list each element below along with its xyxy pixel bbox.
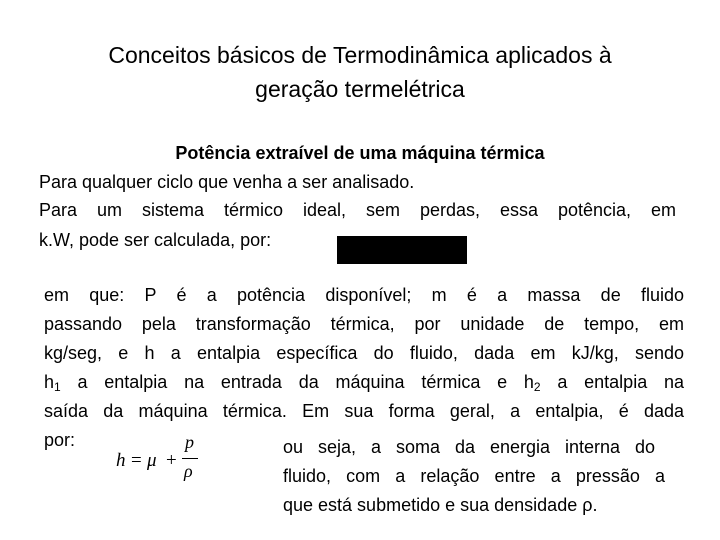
formula-h: h: [116, 450, 126, 471]
slide-title-line-2: geração termelétrica: [255, 76, 465, 102]
slide-title-line-1: Conceitos básicos de Termodinâmica aplicados à: [108, 42, 612, 68]
enthalpy-formula: [112, 434, 212, 494]
description-line-2: passando pela transformação térmica, por unidade de tempo, em: [44, 314, 684, 334]
explanation-line-2: fluido, com a relação entre a pressão a: [283, 466, 665, 486]
formula-fraction-bar: [182, 458, 198, 459]
formula-mu: μ: [147, 450, 157, 471]
explanation-line-1: ou seja, a soma da energia interna do: [283, 437, 655, 457]
intro-line-1: Para qualquer ciclo que venha a ser analisado.: [39, 172, 415, 192]
description-line-4: [44, 370, 684, 394]
section-heading: Potência extraível de uma máquina térmica: [175, 143, 545, 163]
description-line-3: kg/seg, e h a entalpia específica do fluido, dada em kJ/kg, sendo: [44, 343, 684, 363]
redacted-power-formula: [337, 236, 467, 264]
enthalpy-h2-subscript: 2: [533, 380, 541, 394]
intro-line-2: Para um sistema térmico ideal, sem perdas, essa potência, em: [39, 200, 676, 220]
formula-equals: =: [131, 450, 142, 471]
description-line-4-middle: a entalpia na entrada da máquina térmica e h: [60, 372, 534, 392]
formula-denominator-rho: ρ: [184, 461, 193, 481]
explanation-line-3: que está submetido e sua densidade ρ.: [283, 495, 598, 515]
slide-title: [40, 38, 680, 106]
description-line-4-end: a entalpia na: [540, 372, 684, 392]
description-line-1: em que: P é a potência disponível; m é a massa de fluido: [44, 285, 684, 305]
formula-plus: +: [166, 450, 177, 471]
enthalpy-h1-symbol: $h_1$: [44, 372, 61, 394]
description-line-5: saída da máquina térmica. Em sua forma geral, a entalpia, é dada: [44, 401, 684, 421]
formula-numerator-p: p: [185, 432, 194, 452]
intro-line-3: k.W, pode ser calculada, por:: [39, 230, 272, 250]
description-line-6: por:: [44, 430, 76, 450]
